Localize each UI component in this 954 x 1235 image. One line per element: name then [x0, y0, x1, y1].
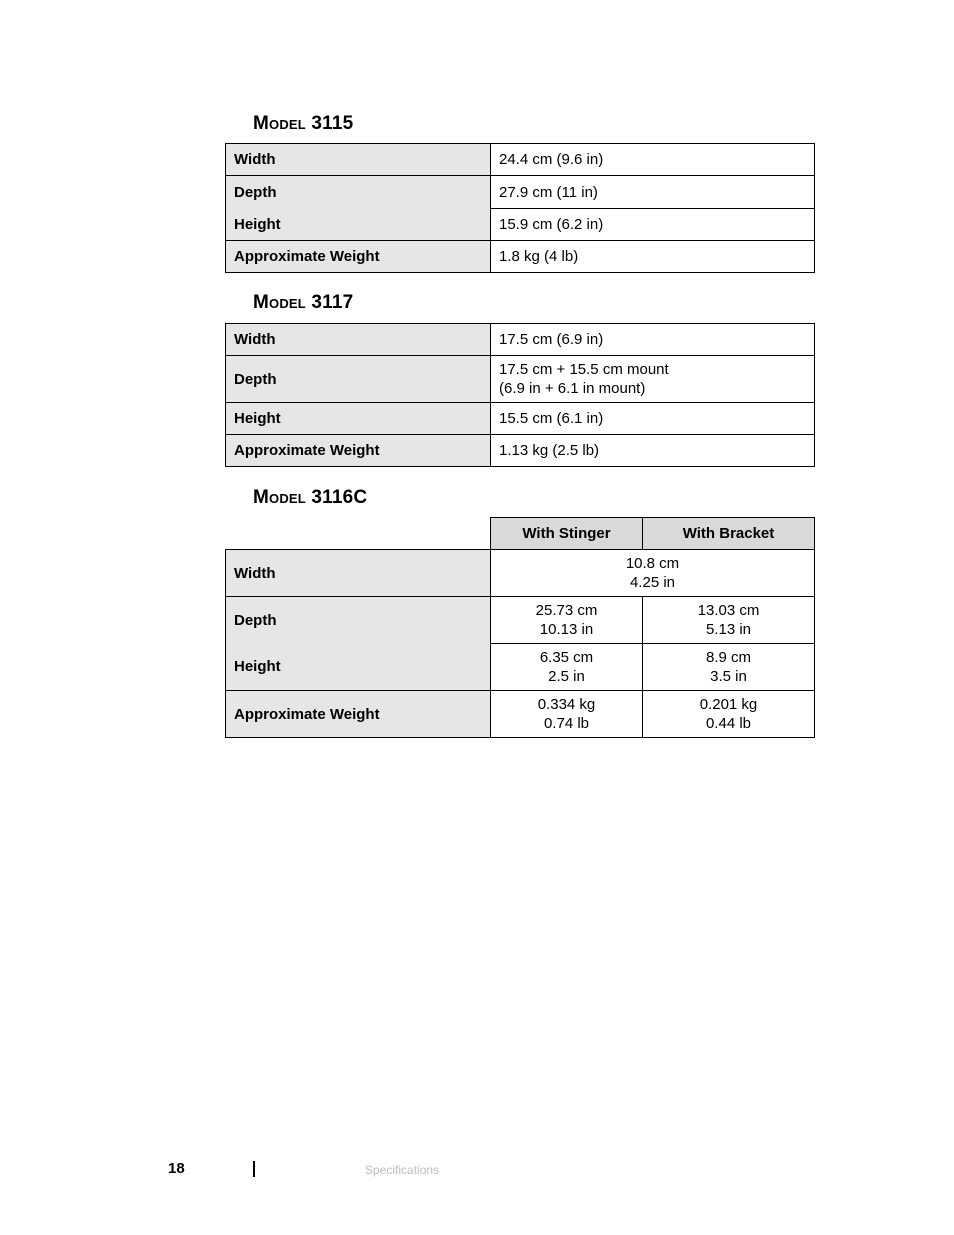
table-row [226, 144, 815, 176]
spec-value-line: 0.201 kg [699, 696, 758, 713]
spec-value-merged [491, 550, 815, 597]
spec-value-line: 0.334 kg [537, 696, 596, 713]
table-row [226, 209, 815, 241]
table-row [226, 550, 815, 597]
spec-value: 27.9 cm (11 in) [491, 176, 815, 209]
spec-value-line: 13.03 cm [697, 602, 760, 619]
spec-label: Approximate Weight [226, 435, 491, 467]
model-3116c-spec-table [225, 517, 815, 738]
page-number: 18 [168, 1160, 185, 1177]
table-header-row [226, 518, 815, 550]
model-3116c-heading: Model 3116C [253, 487, 368, 508]
model-3117-spec-table [225, 323, 815, 467]
spec-value-line: 10.8 cm [625, 555, 680, 572]
spec-value: 17.5 cm (6.9 in) [491, 324, 815, 356]
table-row [226, 356, 815, 403]
table-row [226, 644, 815, 691]
spec-value: 24.4 cm (9.6 in) [491, 144, 815, 176]
spec-value [491, 356, 815, 403]
table-row [226, 241, 815, 273]
spec-value-line: 4.25 in [629, 574, 676, 591]
spec-label: Width [226, 550, 491, 597]
spec-label: Depth [226, 597, 491, 644]
spec-value: 1.13 kg (2.5 lb) [491, 435, 815, 467]
spec-value-line: 3.5 in [710, 668, 747, 685]
table-row [226, 324, 815, 356]
spec-value: 15.5 cm (6.1 in) [491, 403, 815, 435]
spec-label: Height [226, 209, 491, 241]
spec-value-line: 25.73 cm [535, 602, 598, 619]
spec-value-line: 5.13 in [705, 621, 752, 638]
model-3117-heading: Model 3117 [253, 292, 354, 313]
spec-value: 1.8 kg (4 lb) [491, 241, 815, 273]
spec-value-stinger [491, 691, 643, 738]
spec-value-bracket [643, 597, 815, 644]
footer-section-title: Specifications [365, 1163, 440, 1177]
table-row [226, 691, 815, 738]
spec-value-bracket [643, 644, 815, 691]
spec-label: Width [226, 144, 491, 176]
spec-label: Height [226, 403, 491, 435]
spec-value-bracket [643, 691, 815, 738]
footer-divider [253, 1161, 255, 1177]
table-row [226, 435, 815, 467]
model-3115-spec-table [225, 143, 815, 273]
spec-label: Approximate Weight [226, 691, 491, 738]
spec-value-line: 10.13 in [539, 621, 594, 638]
spec-value-stinger [491, 644, 643, 691]
spec-value-line: 17.5 cm + 15.5 cm mount [499, 361, 669, 378]
table-row [226, 597, 815, 644]
spec-value-line: (6.9 in + 6.1 in mount) [499, 380, 646, 397]
spec-value-line: 6.35 cm [539, 649, 594, 666]
spec-value-line: 8.9 cm [705, 649, 751, 666]
spec-label: Width [226, 324, 491, 356]
column-header-bracket: With Bracket [643, 518, 815, 550]
spec-value-line: 2.5 in [548, 668, 585, 685]
spec-value: 15.9 cm (6.2 in) [491, 209, 815, 241]
spec-label: Approximate Weight [226, 241, 491, 273]
model-3115-heading: Model 3115 [253, 113, 354, 134]
header-spacer [226, 518, 491, 550]
spec-value-line: 0.44 lb [705, 715, 752, 732]
table-row [226, 403, 815, 435]
spec-label: Height [226, 644, 491, 691]
spec-value-stinger [491, 597, 643, 644]
spec-label: Depth [226, 356, 491, 403]
spec-value-line: 0.74 lb [543, 715, 590, 732]
column-header-stinger: With Stinger [491, 518, 643, 550]
spec-label: Depth [226, 176, 491, 209]
table-row [226, 176, 815, 209]
